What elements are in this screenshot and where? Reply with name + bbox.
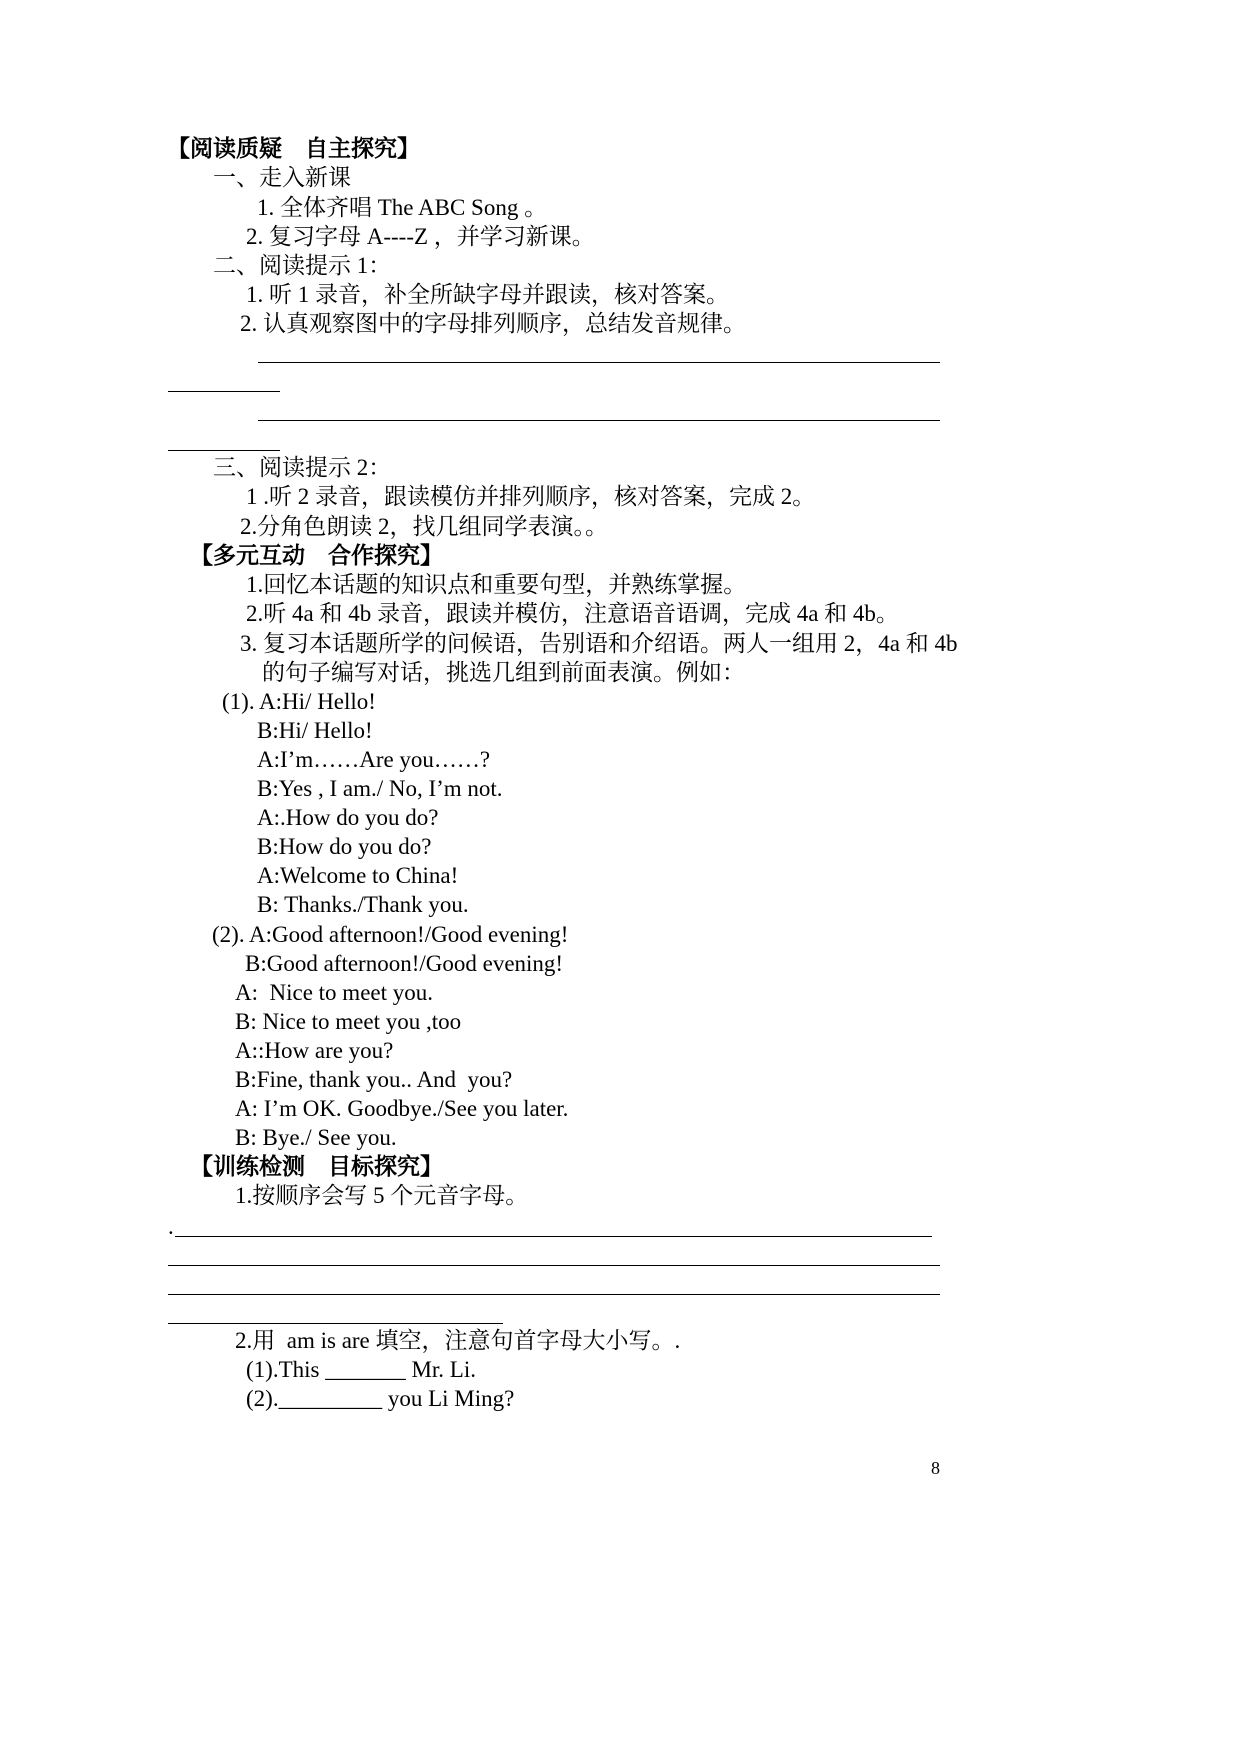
dialogue-line: A: Nice to meet you. [235, 980, 434, 1005]
dialogue-line: A:I’m……Are you……? [257, 747, 491, 772]
dialogue-line: A::How are you? [235, 1038, 394, 1063]
answer-line [258, 420, 940, 421]
dialogue-line: B:Fine, thank you.. And you? [235, 1067, 513, 1092]
subheading-intro: 一、走入新课 [213, 165, 351, 190]
list-item: 2. 认真观察图中的字母排列顺序，总结发音规律。 [240, 311, 746, 336]
list-item: 3. 复习本话题所学的问候语，告别语和介绍语。两人一组用 2，4a 和 4b [240, 631, 958, 656]
dialogue-line: A:.How do you do? [257, 805, 439, 830]
answer-line [258, 362, 940, 363]
answer-line [168, 1265, 940, 1266]
answer-line [175, 1236, 932, 1237]
list-item: 1 .听 2 录音，跟读模仿并排列顺序，核对答案，完成 2。 [246, 484, 816, 509]
answer-line [168, 450, 280, 451]
list-item: 2.听 4a 和 4b 录音，跟读并模仿，注意语音语调，完成 4a 和 4b。 [246, 601, 899, 626]
list-item-continuation: 的句子编写对话，挑选几组到前面表演。例如： [262, 660, 745, 685]
list-item: 1. 听 1 录音，补全所缺字母并跟读，核对答案。 [246, 282, 729, 307]
answer-line [168, 1294, 940, 1295]
leading-dot: . [168, 1214, 174, 1239]
subheading-tip-1: 二、阅读提示 1： [213, 253, 392, 278]
dialogue-line: B:How do you do? [257, 834, 432, 859]
section-heading-reading: 【阅读质疑 自主探究】 [167, 136, 420, 161]
section-heading-interaction: 【多元互动 合作探究】 [190, 543, 443, 568]
subheading-tip-2: 三、阅读提示 2： [213, 455, 392, 480]
question: (1).This _______ Mr. Li. [246, 1357, 476, 1382]
dialogue-1-label: (1). A:Hi/ Hello! [222, 689, 376, 714]
dialogue-line: B:Good afternoon!/Good evening! [245, 951, 564, 976]
list-item: 2.分角色朗读 2，找几组同学表演。。 [240, 514, 608, 539]
dialogue-2-label: (2). A:Good afternoon!/Good evening! [212, 922, 569, 947]
list-item: 2. 复习字母 A----Z ，并学习新课。 [246, 224, 595, 249]
dialogue-line: B:Yes , I am./ No, I’m not. [257, 776, 503, 801]
section-heading-practice: 【训练检测 目标探究】 [190, 1154, 443, 1179]
dialogue-line: A: I’m OK. Goodbye./See you later. [235, 1096, 569, 1121]
answer-line [168, 391, 280, 392]
page-number: 8 [931, 1458, 940, 1478]
list-item: 2.用 am is are 填空，注意句首字母大小写。. [235, 1328, 681, 1353]
list-item: 1.按顺序会写 5 个元音字母。 [235, 1183, 529, 1208]
answer-line [168, 1323, 503, 1324]
dialogue-line: B: Nice to meet you ,too [235, 1009, 462, 1034]
dialogue-line: B: Thanks./Thank you. [257, 892, 469, 917]
dialogue-line: B:Hi/ Hello! [257, 718, 373, 743]
dialogue-line: B: Bye./ See you. [235, 1125, 397, 1150]
list-item: 1. 全体齐唱 The ABC Song 。 [257, 195, 548, 220]
question: (2)._________ you Li Ming? [246, 1386, 515, 1411]
list-item: 1.回忆本话题的知识点和重要句型，并熟练掌握。 [246, 572, 747, 597]
dialogue-line: A:Welcome to China! [257, 863, 459, 888]
